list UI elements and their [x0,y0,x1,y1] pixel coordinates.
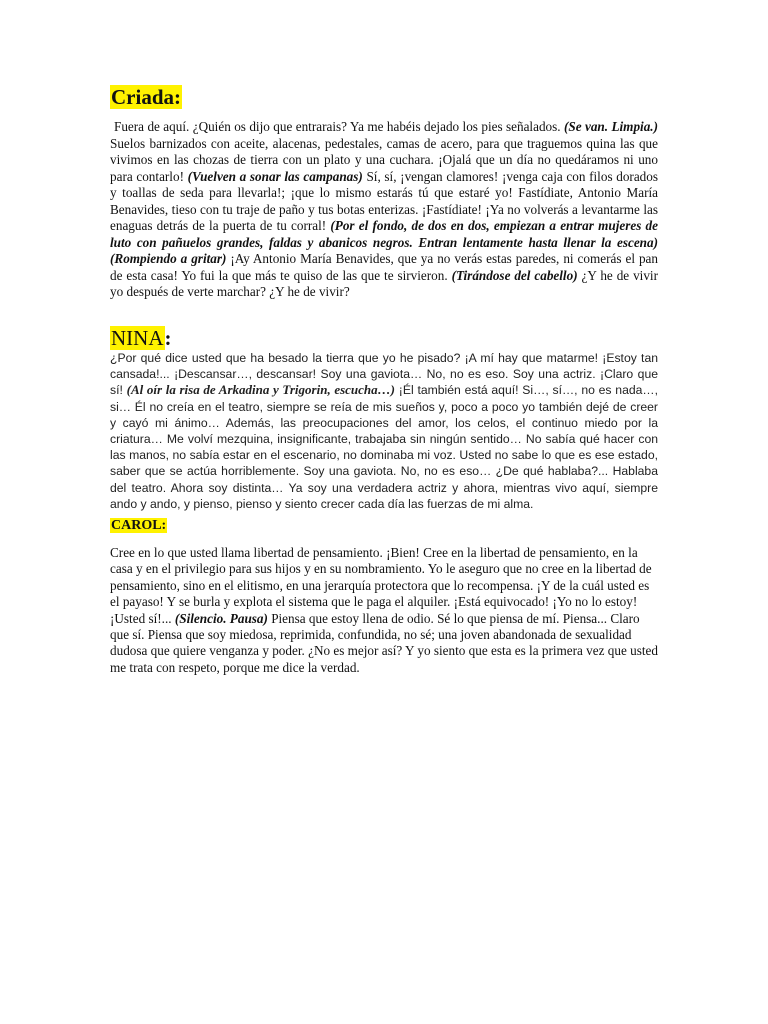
heading-nina [110,328,172,349]
heading-nina-text: NINA [111,326,164,350]
criada-segment: Suelos barnizados con aceite, alacenas, pedestales, camas de acero, para que traguemos quina las que vivimos en las chozas de tierra con un plato y una cuchara. ¡Ojalá que un día no quedáramos ni uno para contarlo! [110,135,658,184]
nina-segment: ¡Él también está aquí! Si…, sí…, no es nada…, si… Él no creía en el teatro, siempre se reía de mis sueños y, poco a poco yo también dejé de creer y cayó mi ánimo… Además, las preocupaciones del amor, los celos, el continuo miedo por la criatura… Me volví mezquina, insignificante, trabajaba sin ningún sentido… No sabía qué hacer con las manos, no sabía estar en el escenario, no dominaba mi voz. Usted no sabe lo que es ese estado, saber que se actúa horriblemente. Soy una gaviota. No, no es eso… ¿De qué hablaba?... Hablaba del teatro. Ahora soy distinta… Ya soy una verdadera actriz y ahora, mientras vivo aquí, siempre ando y ando, y pienso, pienso y siento crecer cada día las fuerzas de mi alma. [110,383,658,511]
criada-segment: Fuera de aquí. ¿Quién os dijo que entrarais? Ya me habéis dejado los pies señalados. [114,119,564,134]
criada-stage-direction: (Se van. Limpia.) [563,119,658,134]
heading-carol-text: CAROL: [111,518,167,533]
criada-segment: ¡Ay Antonio María Benavides, que ya no verás estas paredes, ni comerás el pan de esta casa! Yo fui la que más te quiso de las que te sirvieron. [110,251,658,283]
criada-segment: Sí, sí, ¡vengan clamores! ¡venga caja con filos dorados y toallas de seda para llevarla!; ¡que lo mismo estarás tú que estaré yo! Fastídiate, Antonio María Benavides, tieso con tu traje de paño y tus botas enterizas. ¡Fastídiate! ¡Ya no volverás a levantarme las enaguas detrás de la puerta de tu corral! [110,168,658,233]
criada-stage-direction: (Tirándose del cabello) [451,267,578,283]
criada-stage-direction: (Por el fondo, de dos en dos, empiezan a entrar mujeres de luto con pañuelos grandes, faldas y abanicos negros. Entran lentamente hasta llenar la escena) (Rompiendo a gritar) [110,218,659,266]
nina-segment: ¿Por qué dice usted que ha besado la tierra que yo he pisado? ¡A mí hay que matarme! ¡Estoy tan cansada!... ¡Descansar…, descansar! Soy una gaviota… No, no es eso. Soy una actriz. ¡Claro que sí! [110,351,658,398]
criada-stage-direction: (Vuelven a sonar las campanas) [187,168,363,184]
paragraph-carol [110,545,658,676]
carol-segment: Piensa que estoy llena de odio. Sé lo que piensa de mí. Piensa... Claro que sí. Piensa que soy miedosa, reprimida, confundida, no sé; una joven abandonada de sexualidad dudosa que quiere venganza y poder. ¿No es mejor así? Y yo siento que esta es la primera vez que usted me trata con respeto, porque me dice la verdad. [110,610,658,675]
paragraph-nina [110,350,658,512]
criada-segment: ¿Y he de vivir yo después de verte marchar? ¿Y he de vivir? [110,267,658,299]
heading-criada [110,87,182,108]
carol-stage-direction: (Silencio. Pausa) [174,610,268,626]
heading-carol [110,519,167,533]
paragraph-criada [110,119,658,301]
heading-criada-text: Criada: [111,85,181,109]
nina-stage-direction: (Al oír la risa de Arkadina y Trigorin, escucha…) [126,382,395,398]
carol-segment: Cree en lo que usted llama libertad de pensamiento. ¡Bien! Cree en la libertad de pensamiento, en la casa y en el privilegio para sus hijos y en su nombramiento. Yo le aseguro que no cree en la libertad de pensamiento, sino en el elitismo, en una jerarquía protectora que lo recompensa. ¡Y de la cuál usted es el payaso! Y se burla y explota el sistema que le paga el alquiler. ¡Está equivocado! ¡Yo no lo estoy! ¡Usted sí!... [110,545,652,626]
heading-nina-colon: : [164,326,172,350]
